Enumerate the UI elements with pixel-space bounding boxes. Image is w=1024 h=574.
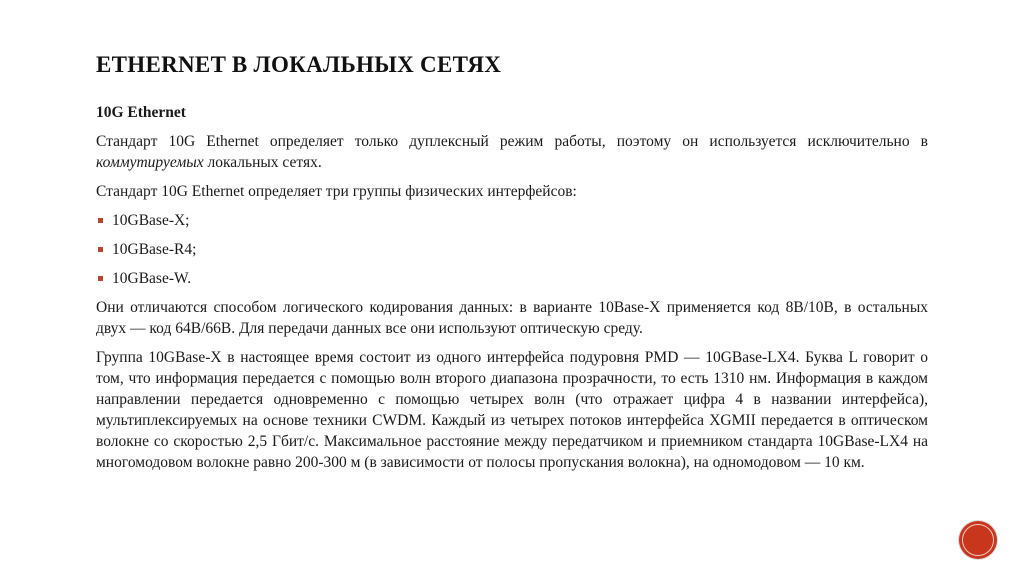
slide-title: ETHERNET В ЛОКАЛЬНЫХ СЕТЯХ bbox=[96, 52, 502, 77]
paragraph-lx4: Группа 10GBase-X в настоящее время состоит из одного интерфейса подуровня PMD — 10GBase-LX4. Буква L говорит о том, что информация передается с помощью волн второго диапазона прозрачности, то есть 1310 нм. Информация в каждом направлении передается одновременно с помощью четырех волн (что отражает цифра 4 в названии интерфейса), мультиплексируемых на основе техники CWDM. Каждый из четырех потоков интерфейса XGMII передается в оптическом волокне со скоростью 2,5 Гбит/с. Максимальное расстояние между передатчиком и приемником стандарта 10GBase-LX4 на многомодовом волокне равно 200-300 м (в зависимости от полосы пропускания волокна), на одномодовом — 10 км. bbox=[96, 349, 928, 471]
paragraph-duplex-text-b: локальных сетях. bbox=[203, 154, 322, 171]
square-bullet-icon bbox=[98, 276, 103, 281]
paragraph-interface-groups: Стандарт 10G Ethernet определяет три группы физических интерфейсов: bbox=[96, 183, 577, 200]
list-item-label: 10GBase-R4; bbox=[112, 241, 197, 258]
interface-list bbox=[96, 210, 928, 289]
paragraph-duplex-emphasis: коммутируемых bbox=[96, 154, 204, 171]
paragraph-encoding: Они отличаются способом логического кодирования данных: в варианте 10Base-X применяется код 8B/10B, в остальных двух — код 64B/66B. Для передачи данных все они используют оптическую среду. bbox=[96, 299, 928, 337]
subheading: 10G Ethernet bbox=[96, 104, 186, 121]
paragraph-duplex-text-a: Стандарт 10G Ethernet определяет только дуплексный режим работы, поэтому он используется исключительно в bbox=[96, 133, 928, 150]
square-bullet-icon bbox=[98, 247, 103, 252]
red-circle-icon[interactable] bbox=[959, 521, 997, 559]
slide-content bbox=[96, 102, 928, 481]
list-item bbox=[96, 268, 928, 289]
list-item bbox=[96, 239, 928, 260]
list-item-label: 10GBase-W. bbox=[112, 270, 192, 287]
paragraph-duplex bbox=[96, 131, 928, 173]
square-bullet-icon bbox=[98, 218, 103, 223]
list-item-label: 10GBase-X; bbox=[112, 212, 190, 229]
list-item bbox=[96, 210, 928, 231]
